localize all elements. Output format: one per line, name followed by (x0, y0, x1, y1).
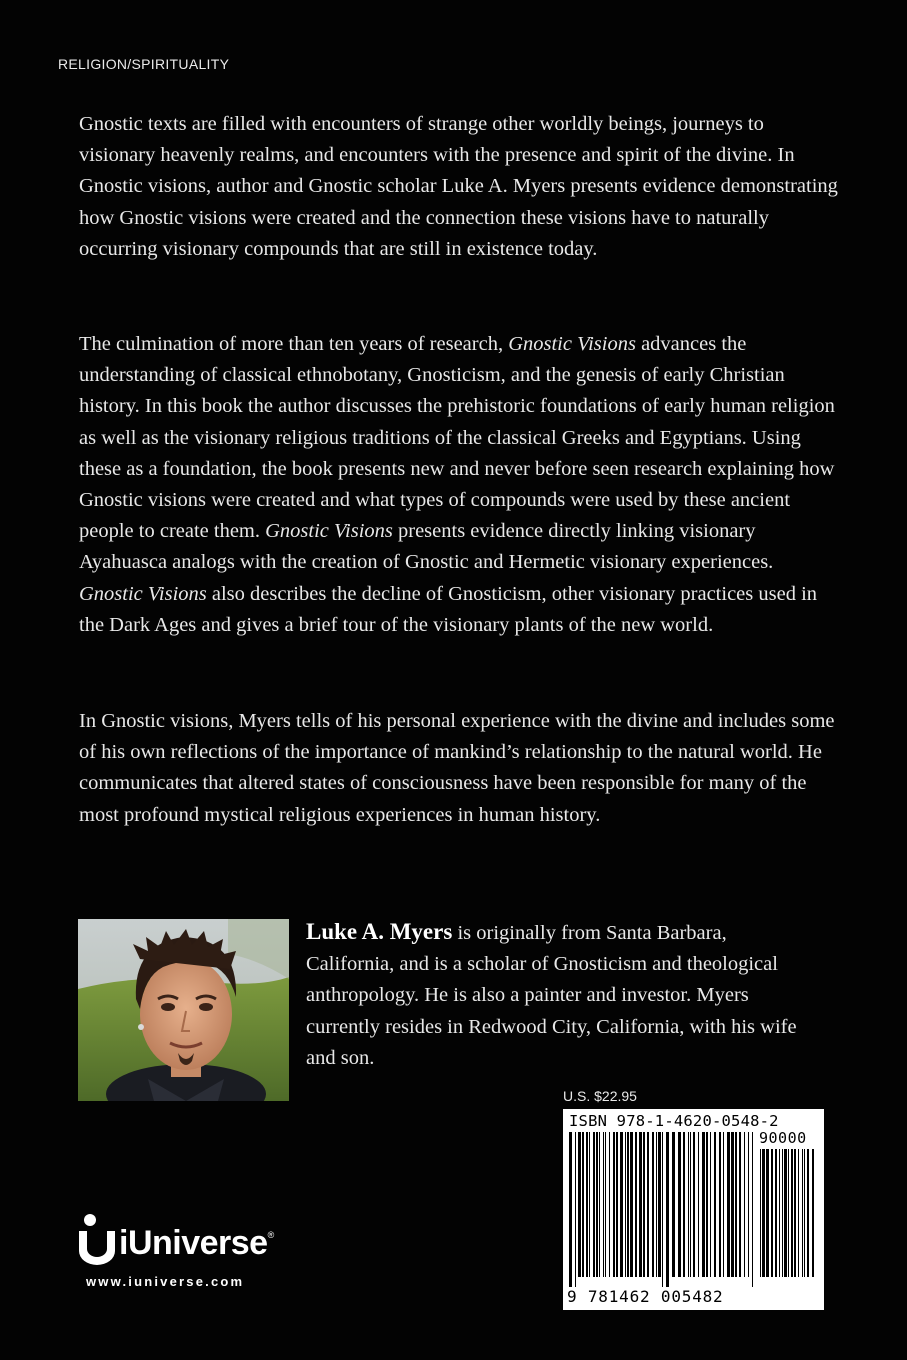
barcode-bar (731, 1132, 734, 1277)
barcode-bar (760, 1149, 761, 1277)
barcode-bar (616, 1132, 618, 1277)
barcode-bar (672, 1132, 675, 1277)
barcode-bar (710, 1132, 711, 1277)
book-title-italic: Gnostic Visions (265, 520, 393, 543)
barcode-bar (666, 1132, 669, 1287)
barcode-bar (714, 1132, 716, 1277)
barcode-bar (569, 1132, 572, 1287)
addon-barcode-bars (760, 1149, 818, 1287)
barcode-bar (658, 1132, 661, 1277)
book-title-italic: Gnostic Visions (79, 582, 207, 605)
barcode-bar (791, 1149, 793, 1277)
barcode-bar (802, 1149, 803, 1277)
barcode-bar (779, 1149, 780, 1277)
barcode-bar (794, 1149, 796, 1277)
isbn-barcode (563, 1109, 824, 1310)
barcode-bar (771, 1149, 773, 1277)
barcode-bar (635, 1132, 637, 1277)
barcode-bar (739, 1132, 741, 1277)
barcode-bar (656, 1132, 657, 1277)
book-title-italic: Gnostic Visions (508, 333, 636, 355)
paragraph-2-text: also describes the decline of Gnosticism, other visionary practices used in the Dark Ages and gives a brief tour of the visionary plants of the new world. (79, 582, 818, 636)
barcode-bar (723, 1132, 724, 1277)
barcode-bar (613, 1132, 615, 1277)
ean-number: 9 781462 005482 (567, 1287, 724, 1306)
barcode-bar (766, 1149, 769, 1277)
barcode-bar (605, 1132, 606, 1277)
barcode-bar (630, 1132, 633, 1277)
barcode-bar (762, 1149, 765, 1277)
barcode-bar (727, 1132, 730, 1277)
barcode-bar (690, 1132, 691, 1277)
barcode-bar (678, 1132, 681, 1277)
barcode-bar (744, 1132, 745, 1277)
author-name: Luke A. Myers (306, 919, 453, 944)
barcode-bar (812, 1149, 814, 1277)
barcode-bar (593, 1132, 595, 1277)
description-paragraph-3: In Gnostic visions, Myers tells of his personal experience with the divine and includes some of his own reflections of the importance of mankind’s relationship to the natural world. He communicates that altered states of consciousness have been responsible for many of the most profound mystical religious experiences in human history. (79, 710, 835, 826)
description-paragraph-1: Gnostic texts are filled with encounters of strange other worldly beings, journeys to visionary heavenly realms, and encounters with the presence and spirit of the divine. In Gnostic visions, author and Gnostic scholar Luke A. Myers presents evidence demonstrating how Gnostic visions were created and the connection these visions have to naturally occurring visionary compounds that are still in existence today. (79, 113, 838, 260)
barcode-bar (639, 1132, 642, 1277)
barcode-bar (706, 1132, 708, 1277)
paragraph-2-text: advances the understanding of classical ethnobotany, Gnosticism, and the genesis of early Christian history. In this book the author discusses the prehistoric foundations of early human religion as well as the visionary religious traditions of the classical Greeks and Egyptians. Using these as a foundation, the book presents new and never before seen research explaining how Gnostic visions were created and what types of compounds were used by these ancient people to create them. (79, 333, 835, 543)
isbn-number: ISBN 978-1-4620-0548-2 (569, 1112, 779, 1130)
barcode-bar (647, 1132, 649, 1277)
iuniverse-logo-icon (76, 1213, 118, 1267)
barcode-bar (804, 1149, 805, 1277)
barcode-bar (748, 1132, 749, 1277)
barcode-bar (627, 1132, 629, 1277)
barcode-bar (782, 1149, 783, 1277)
barcode-bar (807, 1149, 809, 1277)
barcode-bar (735, 1132, 737, 1277)
author-bio (306, 916, 806, 1074)
barcode-bar (609, 1132, 610, 1277)
barcode-bar (578, 1132, 581, 1277)
barcode-bar (582, 1132, 584, 1277)
barcode-bar (652, 1132, 654, 1277)
paragraph-2-text: presents evidence directly linking visionary Ayahuasca analogs with the creation of Gnostic and Hermetic visionary experiences. (79, 520, 774, 574)
barcode-bar (586, 1132, 588, 1277)
barcode-bar (788, 1149, 789, 1277)
barcode-bar (719, 1132, 721, 1277)
barcode-bar (775, 1149, 777, 1277)
ean-barcode-bars (569, 1132, 757, 1287)
trademark-symbol: ® (267, 1230, 274, 1240)
barcode-bar (784, 1149, 787, 1277)
barcode-bar (688, 1132, 689, 1277)
barcode-bar (683, 1132, 685, 1277)
author-bio-text: is originally from Santa Barbara, California, and is a scholar of Gnosticism and theological anthropology. He is also a painter and investor. Myers currently resides in Redwood City, California, with his wife and son. (306, 922, 797, 1069)
price-label: U.S. $22.95 (563, 1088, 637, 1104)
author-photo (78, 919, 289, 1101)
barcode-bar (662, 1132, 663, 1287)
publisher-website: www.iuniverse.com (86, 1274, 245, 1289)
barcode-bar (798, 1149, 799, 1277)
barcode-bar (702, 1132, 705, 1277)
paragraph-2-text: The culmination of more than ten years of research, (79, 333, 509, 355)
barcode-addon-number: 90000 (759, 1129, 807, 1147)
barcode-bar (752, 1132, 753, 1287)
description-paragraph-2 (79, 329, 839, 641)
barcode-bar (643, 1132, 645, 1277)
publisher-name-text: iUniverse (119, 1224, 268, 1262)
barcode-bar (603, 1132, 604, 1277)
barcode-bar (693, 1132, 695, 1277)
barcode-bar (625, 1132, 626, 1277)
barcode-bar (575, 1132, 576, 1287)
barcode-bar (620, 1132, 623, 1277)
barcode-bar (589, 1132, 590, 1277)
publisher-name (119, 1224, 274, 1263)
barcode-bar (698, 1132, 699, 1277)
barcode-bar (599, 1132, 600, 1277)
barcode-bar (596, 1132, 598, 1277)
category-label: RELIGION/SPIRITUALITY (58, 56, 230, 72)
